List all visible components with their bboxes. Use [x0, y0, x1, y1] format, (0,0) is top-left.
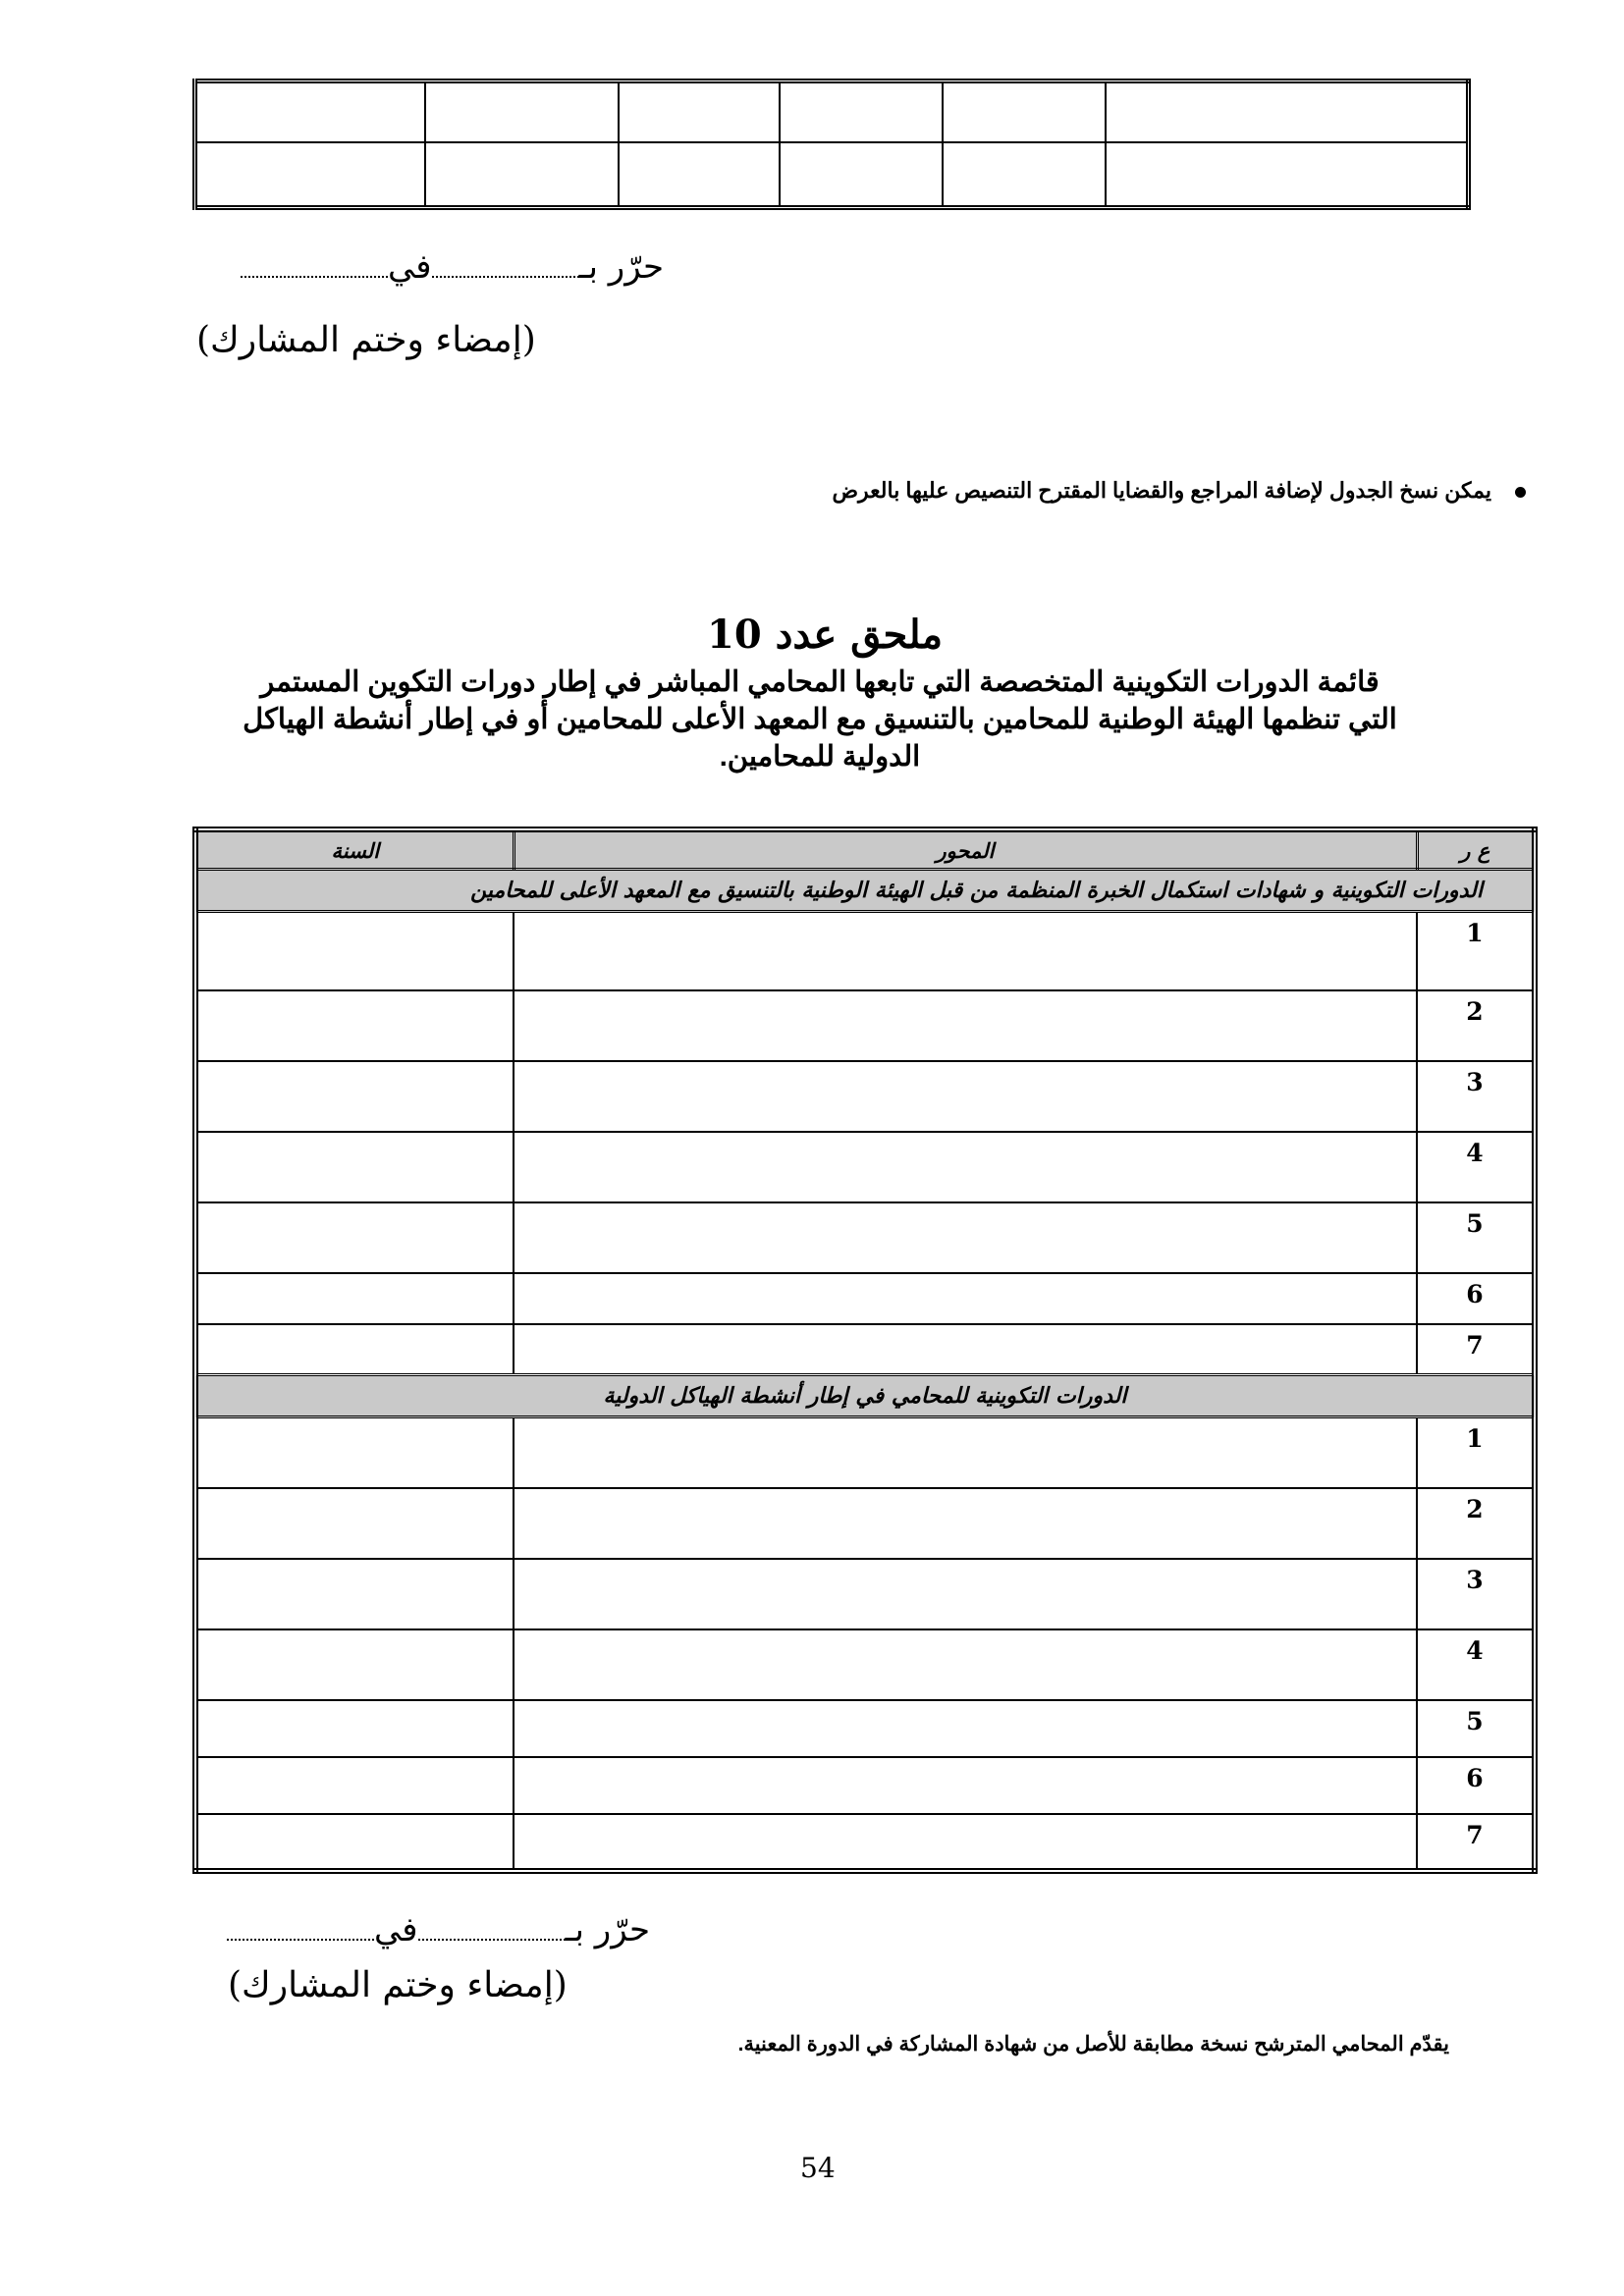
axis-cell — [514, 1273, 1417, 1324]
table-row — [195, 1324, 1535, 1375]
table-row — [195, 1273, 1535, 1324]
axis-cell — [514, 1559, 1417, 1629]
date-dots — [227, 1929, 374, 1941]
top-empty-table — [192, 79, 1471, 210]
table-row — [195, 1814, 1535, 1871]
footnote: يقدّم المحامي المترشح نسخة مطابقة للأصل من شهادة المشاركة في الدورة المعنية. — [737, 2033, 1449, 2056]
annex-subtitle — [187, 664, 1453, 775]
section-2-title: الدورات التكوينية للمحامي في إطار أنشطة الهياكل الدولية — [195, 1375, 1535, 1417]
table-row — [195, 1488, 1535, 1559]
table-cell — [780, 142, 943, 208]
year-cell — [195, 1629, 514, 1700]
annex-subtitle-line-2: التي تنظمها الهيئة الوطنية للمحامين بالتنسيق مع المعهد الأعلى للمحامين أو في إطار أنشطة الهياكل — [243, 704, 1397, 735]
year-cell — [195, 1061, 514, 1132]
section-1-title: الدورات التكوينية و شهادات استكمال الخبرة المنظمة من قبل الهيئة الوطنية بالتنسيق مع المعهد الأعلى للمحامين — [195, 870, 1535, 912]
year-cell — [195, 1417, 514, 1488]
table-cell — [1106, 81, 1469, 142]
col-header-axis: المحور — [514, 829, 1417, 870]
on-date-label: في — [387, 247, 432, 287]
table-row — [195, 1202, 1535, 1273]
date-dots — [241, 266, 388, 278]
annex-subtitle-line-3: الدولية للمحامين. — [719, 741, 921, 773]
annex-title: ملحق عدد 10 — [707, 612, 944, 658]
section-header-national — [195, 870, 1535, 912]
table-cell — [619, 142, 780, 208]
row-number: 5 — [1417, 1700, 1535, 1757]
axis-cell — [514, 1417, 1417, 1488]
axis-cell — [514, 1629, 1417, 1700]
year-cell — [195, 1132, 514, 1202]
row-number: 4 — [1417, 1132, 1535, 1202]
on-date-label: في — [373, 1910, 418, 1949]
table-cell — [1106, 142, 1469, 208]
table-header-row — [195, 829, 1535, 870]
bullet-icon — [1515, 487, 1526, 498]
axis-cell — [514, 1202, 1417, 1273]
table-row — [195, 990, 1535, 1061]
table-cell — [619, 81, 780, 142]
axis-cell — [514, 1757, 1417, 1814]
row-number: 3 — [1417, 1559, 1535, 1629]
table-row — [195, 1559, 1535, 1629]
year-cell — [195, 1814, 514, 1871]
year-cell — [195, 1273, 514, 1324]
year-cell — [195, 1202, 514, 1273]
row-number: 5 — [1417, 1202, 1535, 1273]
axis-cell — [514, 1324, 1417, 1375]
table-cell — [195, 142, 426, 208]
table-cell — [943, 81, 1106, 142]
table-cell — [780, 81, 943, 142]
year-cell — [195, 1324, 514, 1375]
row-number: 2 — [1417, 1488, 1535, 1559]
bottom-signature-caption: (إمضاء وختم المشارك) — [228, 1965, 568, 2005]
row-number: 7 — [1417, 1814, 1535, 1871]
written-at-label: حرّر بـ — [565, 1910, 650, 1949]
table-row — [195, 1700, 1535, 1757]
table-cell — [195, 81, 426, 142]
top-signature-line — [241, 247, 664, 287]
row-number: 3 — [1417, 1061, 1535, 1132]
page-number: 54 — [800, 2152, 836, 2184]
axis-cell — [514, 1061, 1417, 1132]
col-header-num: ع ر — [1417, 829, 1535, 870]
row-number: 1 — [1417, 1417, 1535, 1488]
year-cell — [195, 1757, 514, 1814]
table-row — [195, 912, 1535, 990]
row-number: 1 — [1417, 912, 1535, 990]
col-header-year: السنة — [195, 829, 514, 870]
table-cell — [425, 81, 619, 142]
axis-cell — [514, 1488, 1417, 1559]
section-header-international — [195, 1375, 1535, 1417]
table-row — [195, 1132, 1535, 1202]
year-cell — [195, 1559, 514, 1629]
table-cell — [425, 142, 619, 208]
row-number: 6 — [1417, 1273, 1535, 1324]
table-row — [195, 1629, 1535, 1700]
year-cell — [195, 912, 514, 990]
row-number: 2 — [1417, 990, 1535, 1061]
row-number: 7 — [1417, 1324, 1535, 1375]
table-cell — [943, 142, 1106, 208]
axis-cell — [514, 1814, 1417, 1871]
annex-subtitle-line-1: قائمة الدورات التكوينية المتخصصة التي تابعها المحامي المباشر في إطار دورات التكوين المستمر — [260, 667, 1380, 698]
place-dots — [432, 266, 579, 278]
courses-table — [192, 827, 1538, 1874]
bullet-note-text: يمكن نسخ الجدول لإضافة المراجع والقضايا المقترح التنصيص عليها بالعرض — [832, 478, 1491, 503]
axis-cell — [514, 1700, 1417, 1757]
year-cell — [195, 1488, 514, 1559]
bottom-signature-line — [227, 1910, 650, 1949]
year-cell — [195, 990, 514, 1061]
axis-cell — [514, 912, 1417, 990]
table-row — [195, 1757, 1535, 1814]
top-signature-caption: (إمضاء وختم المشارك) — [196, 320, 536, 360]
table-row — [195, 1417, 1535, 1488]
written-at-label: حرّر بـ — [578, 247, 664, 287]
row-number: 6 — [1417, 1757, 1535, 1814]
table-row — [195, 1061, 1535, 1132]
year-cell — [195, 1700, 514, 1757]
place-dots — [418, 1929, 566, 1941]
axis-cell — [514, 1132, 1417, 1202]
axis-cell — [514, 990, 1417, 1061]
bullet-note — [832, 478, 1526, 504]
row-number: 4 — [1417, 1629, 1535, 1700]
